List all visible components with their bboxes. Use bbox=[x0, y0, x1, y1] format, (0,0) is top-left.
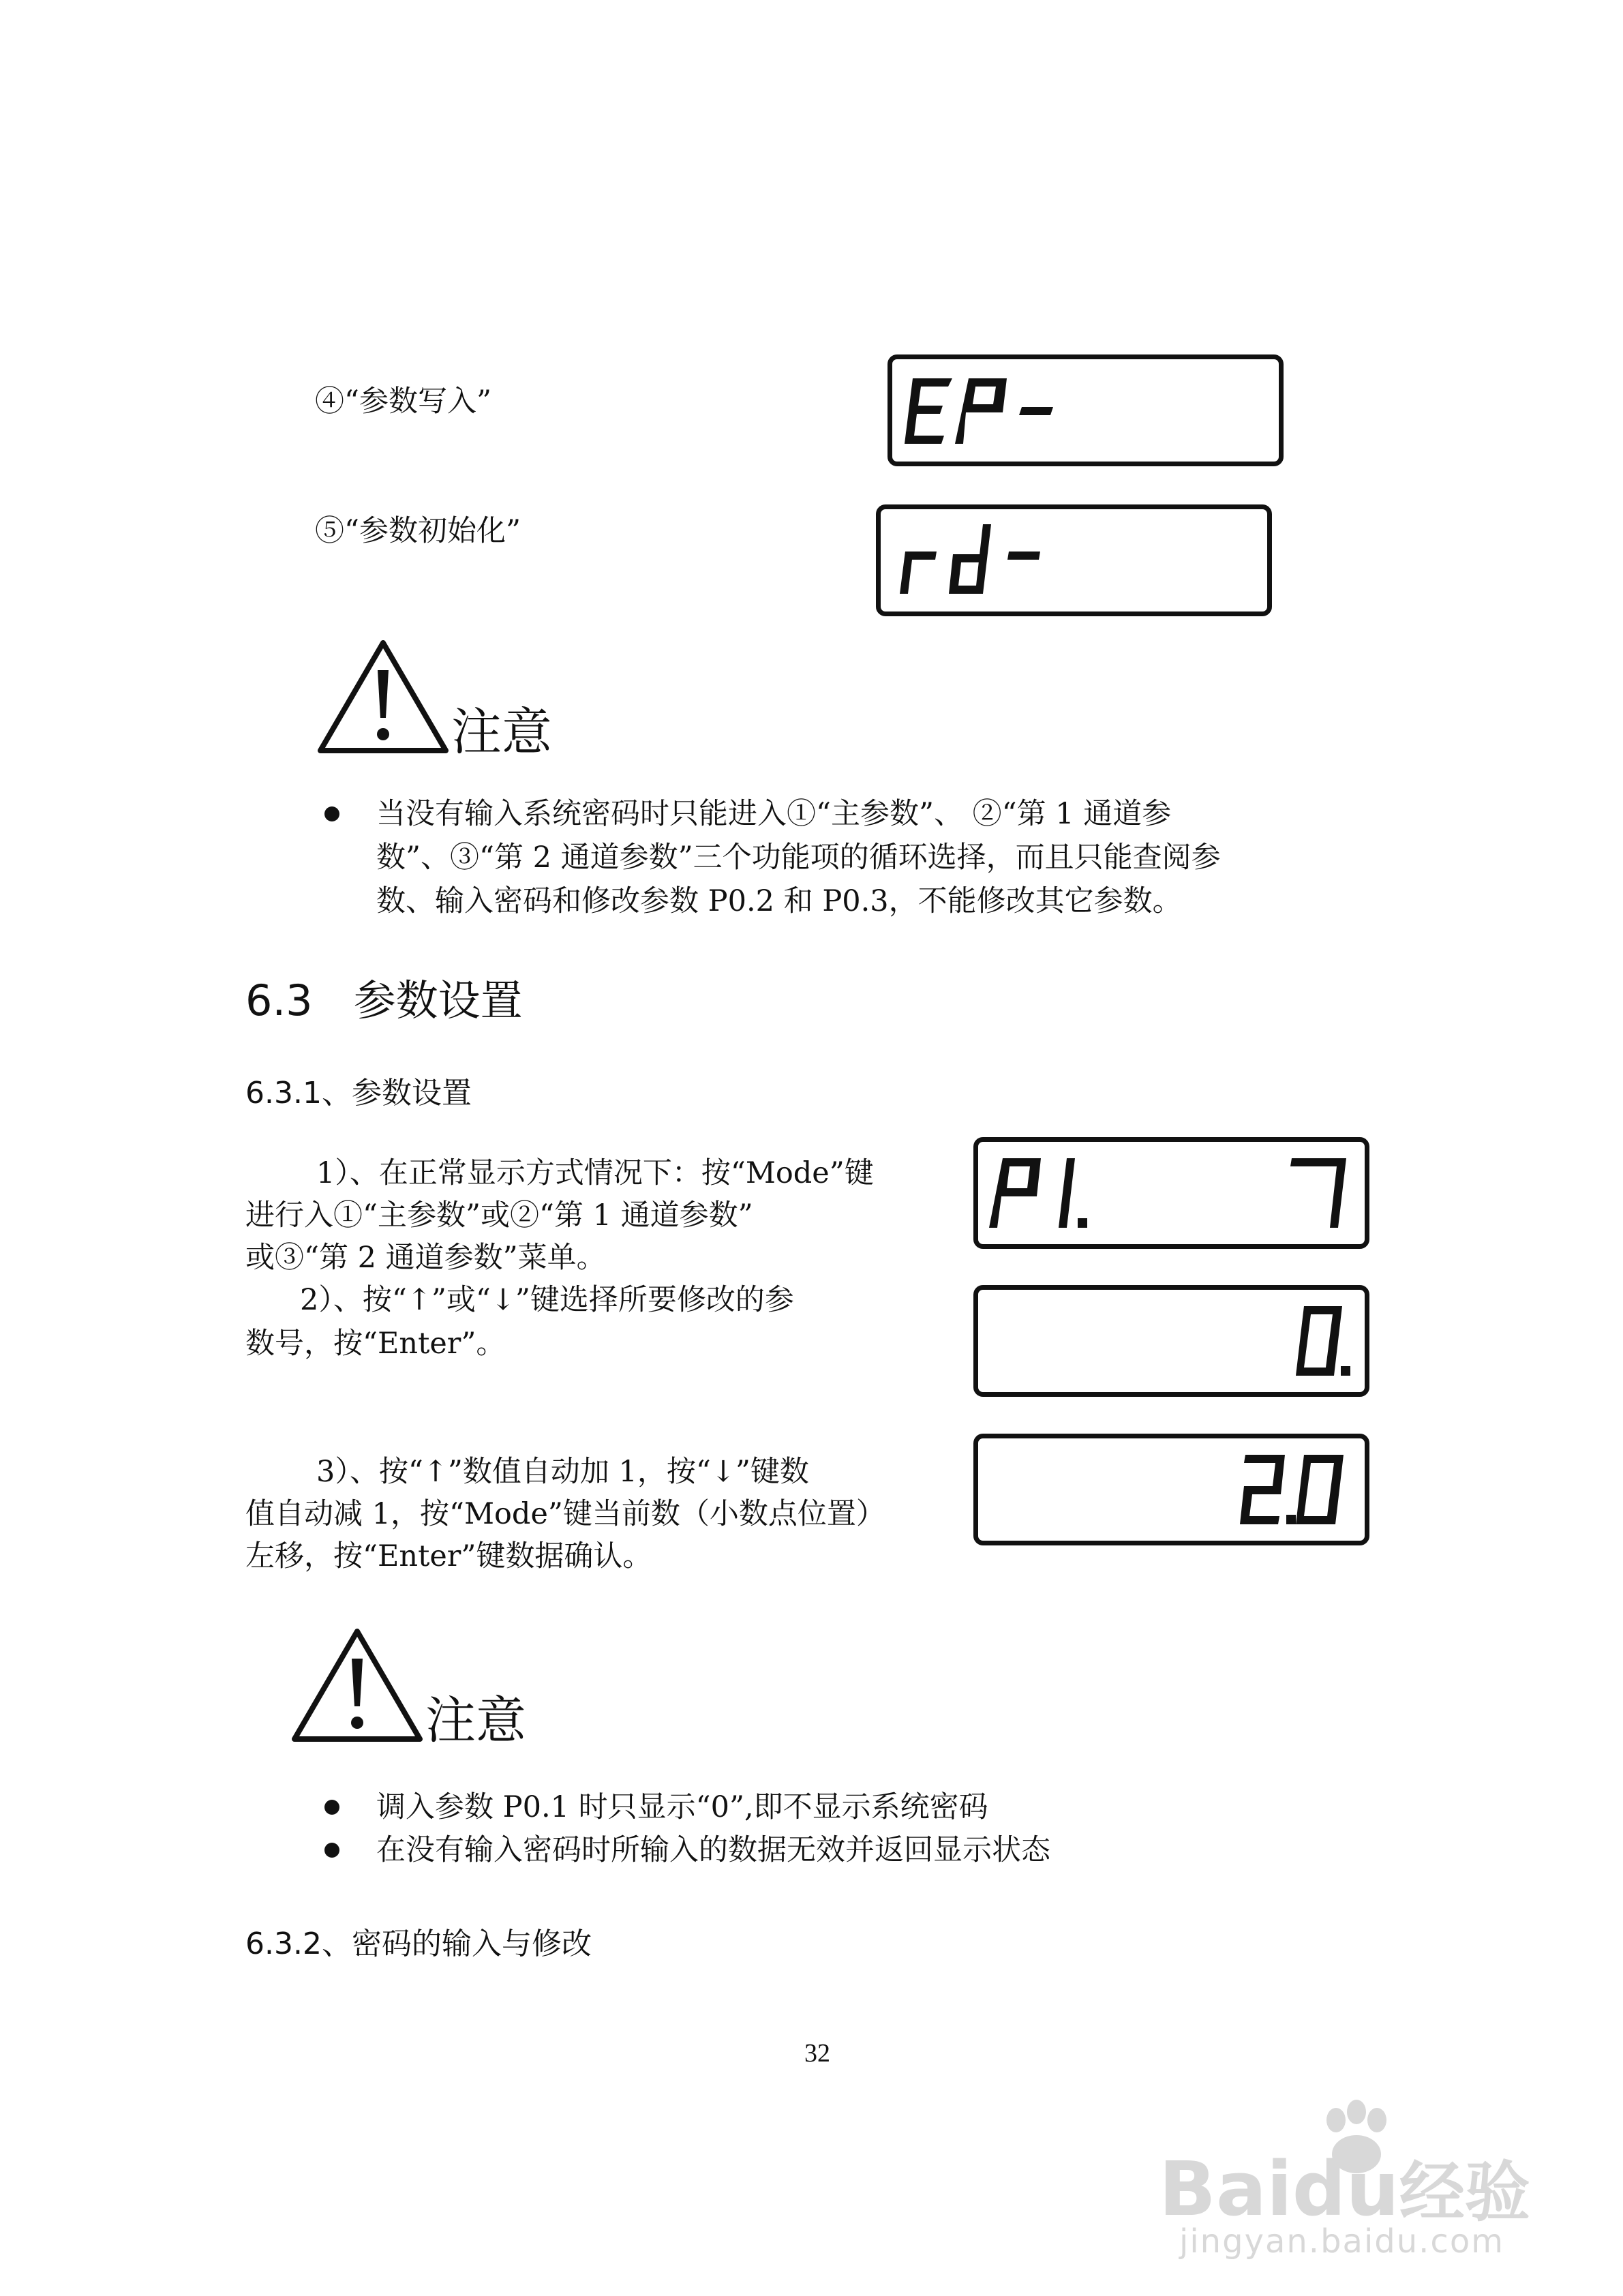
lcd-ep-glyphs bbox=[892, 359, 1279, 462]
lcd-2-0-glyphs bbox=[978, 1438, 1365, 1541]
note-title: 注意 bbox=[425, 1691, 526, 1750]
note2-bullet-1: 调入参数 P0.1 时只显示“0”,即不显示系统密码 bbox=[376, 1790, 988, 1824]
note1-line-2: 数”、③“第 2 通道参数”三个功能项的循环选择，而且只能查阅参 bbox=[376, 841, 1221, 875]
note-block-1 bbox=[315, 637, 588, 760]
note1-line-3: 数、输入密码和修改参数 P0.2 和 P0.3，不能修改其它参数。 bbox=[376, 884, 1182, 918]
lcd-display-rd bbox=[876, 504, 1272, 616]
watermark-brand: Bai bbox=[1159, 2145, 1292, 2233]
step1-line-2: 进行入①“主参数”或②“第 1 通道参数” bbox=[245, 1198, 753, 1233]
step2-line-2: 数号，按“Enter”。 bbox=[245, 1327, 506, 1361]
menu-item-param-write-label: ④“参数写入” bbox=[315, 384, 491, 419]
lcd-p1-7-glyphs bbox=[978, 1142, 1365, 1244]
lcd-display-2-0 bbox=[973, 1434, 1369, 1545]
warning-icon bbox=[289, 1626, 425, 1745]
note-title: 注意 bbox=[451, 703, 552, 761]
lcd-0-glyphs bbox=[978, 1290, 1365, 1392]
lcd-display-0 bbox=[973, 1285, 1369, 1397]
step1-line-3: 或③“第 2 通道参数”菜单。 bbox=[245, 1241, 606, 1275]
lcd-display-p1-7 bbox=[973, 1137, 1369, 1249]
baidu-watermark bbox=[1159, 2100, 1541, 2261]
step3-line-1: 3）、按“↑”数值自动加 1，按“↓”键数 bbox=[316, 1455, 809, 1489]
step3-line-3: 左移，按“Enter”键数据确认。 bbox=[245, 1539, 652, 1573]
note2-bullet-2: 在没有输入密码时所输入的数据无效并返回显示状态 bbox=[376, 1833, 1050, 1867]
bullet-dot bbox=[324, 806, 339, 821]
subsection-heading-1: 6.3.1、参数设置 bbox=[245, 1076, 472, 1111]
watermark-cn: 经验 bbox=[1399, 2154, 1530, 2231]
step1-line-1: 1）、在正常显示方式情况下：按“Mode”键 bbox=[316, 1156, 874, 1190]
warning-icon bbox=[315, 637, 451, 757]
section-title: 参数设置 bbox=[353, 976, 523, 1025]
bullet-dot bbox=[324, 1800, 339, 1815]
bullet-dot bbox=[324, 1843, 339, 1858]
subsection-heading-2: 6.3.2、密码的输入与修改 bbox=[245, 1927, 592, 1961]
note-block-2 bbox=[289, 1626, 562, 1749]
page-number: 32 bbox=[804, 2039, 830, 2068]
lcd-rd-glyphs bbox=[881, 509, 1267, 611]
section-heading bbox=[245, 967, 523, 1027]
watermark-url: jingyan.baidu.com bbox=[1179, 2222, 1504, 2261]
step3-line-2: 值自动减 1，按“Mode”键当前数（小数点位置） bbox=[245, 1497, 885, 1531]
lcd-display-ep bbox=[888, 354, 1284, 466]
note1-line-1: 当没有输入系统密码时只能进入①“主参数”、 ②“第 1 通道参 bbox=[376, 797, 1172, 831]
watermark-brand2: du bbox=[1292, 2145, 1399, 2233]
step2-line-1: 2）、按“↑”或“↓”键选择所要修改的参 bbox=[300, 1283, 794, 1317]
section-number: 6.3 bbox=[245, 976, 313, 1025]
menu-item-param-init-label: ⑤“参数初始化” bbox=[315, 514, 521, 548]
